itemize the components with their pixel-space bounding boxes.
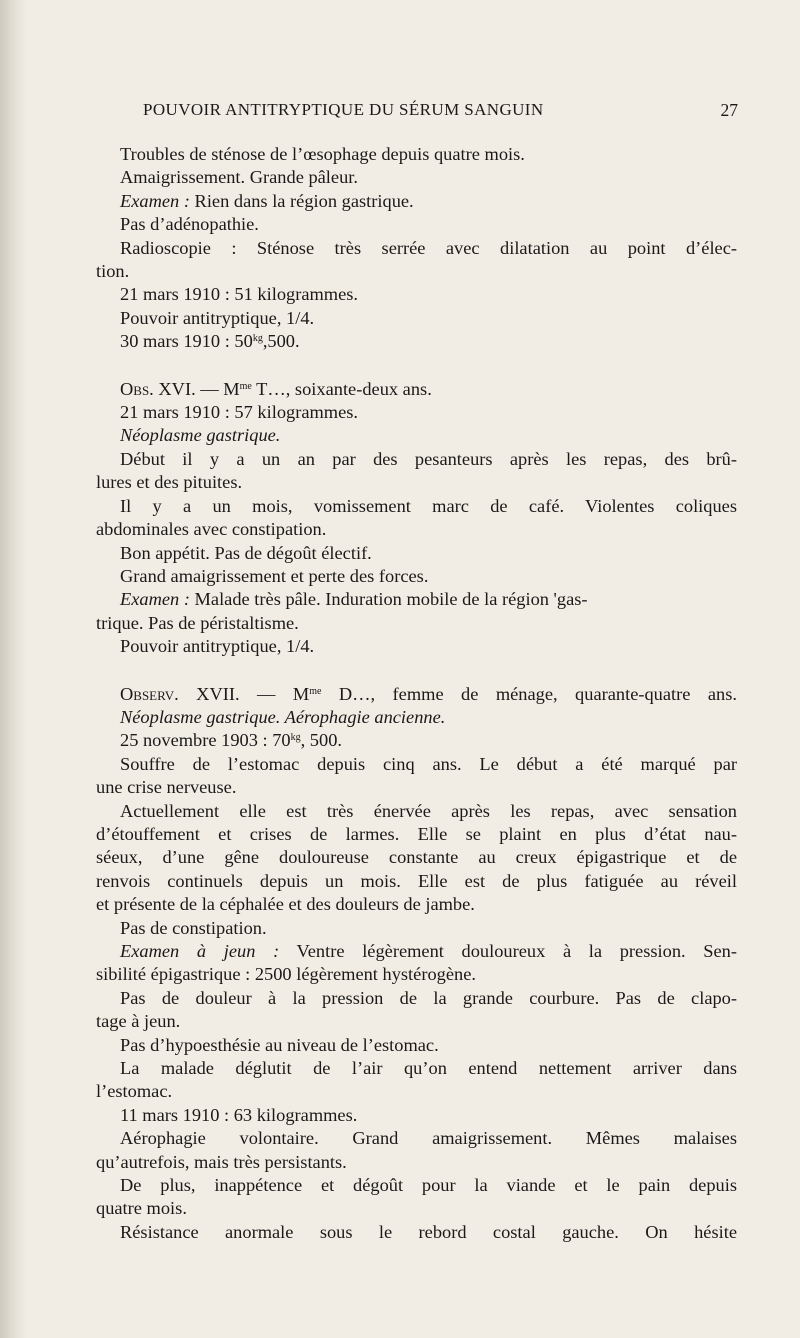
text-line: 21 mars 1910 : 51 kilogrammes. (120, 284, 359, 305)
section-label: Examen : (120, 589, 190, 610)
observation-label: Observ. XVII. (120, 683, 240, 704)
text-line: d’étouffement et crises de larmes. Elle se plaint en plus d’état nau- (96, 823, 737, 844)
text-line: Pouvoir antitryptique, 1/4. (120, 307, 315, 328)
text-line: Grand amaigrissement et perte des forces. (120, 565, 429, 586)
text-line: Pas de douleur à la pression de la grande courbure. Pas de clapo- (120, 987, 737, 1008)
text-line: Pas d’adénopathie. (120, 214, 259, 235)
text-line: Résistance anormale sous le rebord costal gauche. On hésite (120, 1221, 737, 1242)
text-line: Début il y a un an par des pesanteurs après les repas, des brû- (120, 448, 737, 469)
text-line: Pas d’hypoesthésie au niveau de l’estomac. (120, 1034, 439, 1055)
observation-heading: Observ. XVII. — $M^{me}$ D…, femme de ménage, quarante-quatre ans. (120, 683, 737, 704)
page-gutter-shadow (0, 0, 26, 1338)
running-head: POUVOIR ANTITRYPTIQUE DU SÉRUM SANGUIN (143, 100, 544, 119)
text-line: Bon appétit. Pas de dégoût électif. (120, 542, 372, 563)
text-line: sibilité épigastrique : 2500 légèrement hystérogène. (96, 964, 476, 985)
text-line: Souffre de l’estomac depuis cinq ans. Le début a été marqué par (120, 753, 737, 774)
text-line: lures et des pituites. (96, 472, 243, 493)
text-line: et présente de la céphalée et des douleurs de jambe. (96, 894, 475, 915)
page-header (143, 100, 738, 128)
text-line: 21 mars 1910 : 57 kilogrammes. (120, 402, 359, 423)
text-line: quatre mois. (96, 1198, 187, 1219)
text-line: Pas de constipation. (120, 917, 267, 938)
text-line: Examen : Malade très pâle. Induration mobile de la région 'gas- (120, 589, 588, 610)
text-line: La malade déglutit de l’air qu’on entend nettement arriver dans (120, 1058, 737, 1079)
page-number: 27 (720, 100, 738, 120)
text-line: tage à jeun. (96, 1011, 181, 1032)
body-text (96, 143, 737, 1244)
text-line: De plus, inappétence et dégoût pour la viande et le pain depuis (120, 1175, 737, 1196)
text-line: Troubles de sténose de l’œsophage depuis quatre mois. (120, 144, 525, 164)
text-line: l’estomac. (96, 1081, 173, 1102)
text-line: 11 mars 1910 : 63 kilogrammes. (120, 1104, 358, 1125)
text-line: trique. Pas de péristaltisme. (96, 612, 299, 633)
text-line: abdominales avec constipation. (96, 519, 327, 540)
text-line: Aérophagie volontaire. Grand amaigrissement. Mêmes malaises (120, 1128, 737, 1149)
text-line: qu’autrefois, mais très persistants. (96, 1151, 347, 1172)
text-line: Examen : Rien dans la région gastrique. (120, 190, 414, 211)
observation-heading: Obs. XVI. — $M^{me}$ T…, soixante-deux ans. (120, 378, 432, 399)
text-line: séeux, d’une gêne douloureuse constante au creux épigastrique et de (96, 847, 737, 868)
section-label: Examen : (120, 190, 190, 211)
text-line: Pouvoir antitryptique, 1/4. (120, 636, 315, 657)
text-line: Il y a un mois, vomissement marc de café. Violentes coliques (120, 495, 737, 516)
text-line: Radioscopie : Sténose très serrée avec dilatation au point d’élec- (120, 237, 737, 258)
text-line: 30 mars 1910 : $50^{kg},500$. (120, 331, 300, 352)
text-line: renvois continuels depuis un mois. Elle est de plus fatiguée au réveil (96, 870, 737, 891)
observation-label: Obs. XVI. (120, 378, 196, 399)
section-label: Examen à jeun : (120, 941, 280, 961)
text-line: 25 novembre 1903 : $70^{kg}$, 500. (120, 730, 342, 751)
text-line: tion. (96, 261, 130, 282)
text-line: Examen à jeun : Ventre légèrement douloureux à la pression. Sen- (120, 941, 737, 961)
text-line: Actuellement elle est très énervée après les repas, avec sensation (120, 800, 737, 821)
diagnosis-line: Néoplasme gastrique. Aérophagie ancienne. (120, 706, 446, 727)
text-line: une crise nerveuse. (96, 777, 237, 798)
diagnosis-line: Néoplasme gastrique. (120, 425, 281, 446)
text-line: Amaigrissement. Grande pâleur. (120, 167, 358, 188)
